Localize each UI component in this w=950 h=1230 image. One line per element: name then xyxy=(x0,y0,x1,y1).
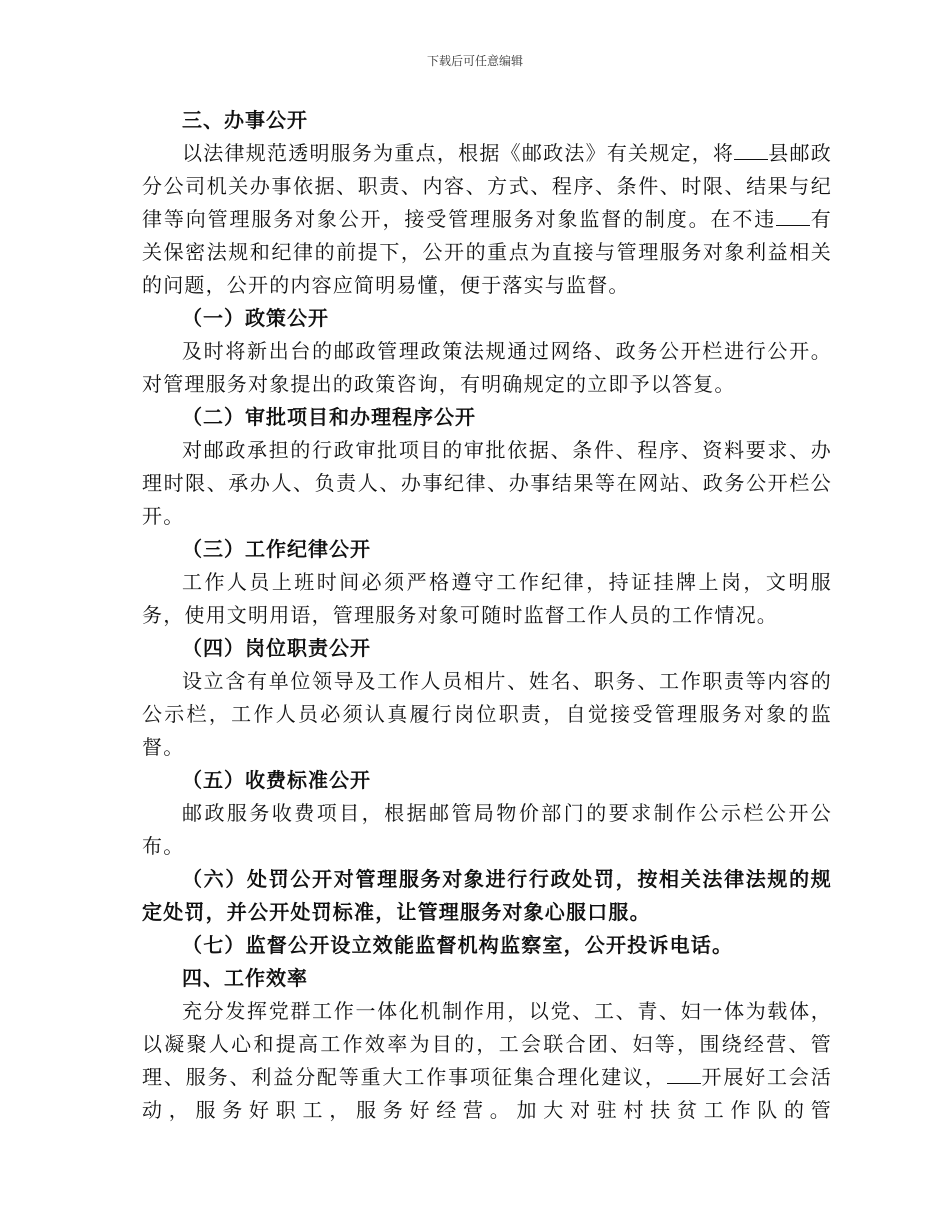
blank-line xyxy=(667,1065,701,1084)
text-segment: 有关保密法规和纪律的前提下，公开的重点为直接与管理服务对象利益相关的问题，公开的内容应简明易懂，便于落实与监督。 xyxy=(142,207,832,297)
document-body xyxy=(142,104,832,1127)
section-heading: 四、工作效率 xyxy=(182,966,308,990)
paragraph: 及时将新出台的邮政管理政策法规通过网络、政务公开栏进行公开。对管理服务对象提出的政策咨询，有明确规定的立即予以答复。 xyxy=(142,339,832,396)
blank-line xyxy=(734,141,768,160)
subsection-heading: （二）审批项目和办理程序公开 xyxy=(182,405,476,429)
page-header-note: 下载后可任意编辑 xyxy=(426,54,523,68)
subsection-heading: （五）收费标准公开 xyxy=(182,768,371,792)
bold-paragraph: （七）监督公开设立效能监督机构监察室，公开投诉电话。 xyxy=(182,933,734,957)
paragraph xyxy=(142,137,832,302)
blank-line xyxy=(776,207,810,226)
subsection-heading: （一）政策公开 xyxy=(182,306,329,330)
paragraph xyxy=(142,995,832,1127)
text-segment: 开展好工会活动，服务好职工，服务好经营。加大对驻村扶贫工作队的管 xyxy=(142,1065,832,1122)
text-segment: 以法律规范透明服务为重点，根据《邮政法》有关规定，将 xyxy=(182,141,735,165)
bold-paragraph: （六）处罚公开对管理服务对象进行行政处罚，按相关法律法规的规定处罚，并公开处罚标准，让管理服务对象心服口服。 xyxy=(142,867,832,924)
paragraph: 邮政服务收费项目，根据邮管局物价部门的要求制作公示栏公开公布。 xyxy=(142,801,832,858)
subsection-heading: （四）岗位职责公开 xyxy=(182,636,371,660)
paragraph: 对邮政承担的行政审批项目的审批依据、条件、程序、资料要求、办理时限、承办人、负责人、办事纪律、办事结果等在网站、政务公开栏公开。 xyxy=(142,438,832,528)
paragraph: 设立含有单位领导及工作人员相片、姓名、职务、工作职责等内容的公示栏，工作人员必须认真履行岗位职责，自觉接受管理服务对象的监督。 xyxy=(142,669,832,759)
paragraph: 工作人员上班时间必须严格遵守工作纪律，持证挂牌上岗，文明服务，使用文明用语，管理服务对象可随时监督工作人员的工作情况。 xyxy=(142,570,832,627)
text-segment: 县邮政分公司机关办事依据、职责、内容、方式、程序、条件、时限、结果与纪律等向管理服务对象公开，接受管理服务对象监督的制度。在不违 xyxy=(142,141,832,231)
text-segment: 充分发挥党群工作一体化机制作用，以党、工、青、妇一体为载体，以凝聚人心和提高工作效率为目的，工会联合团、妇等，围绕经营、管理、服务、利益分配等重大工作事项征集合理化建议， xyxy=(142,999,832,1089)
section-heading: 三、办事公开 xyxy=(182,108,308,132)
subsection-heading: （三）工作纪律公开 xyxy=(182,537,371,561)
